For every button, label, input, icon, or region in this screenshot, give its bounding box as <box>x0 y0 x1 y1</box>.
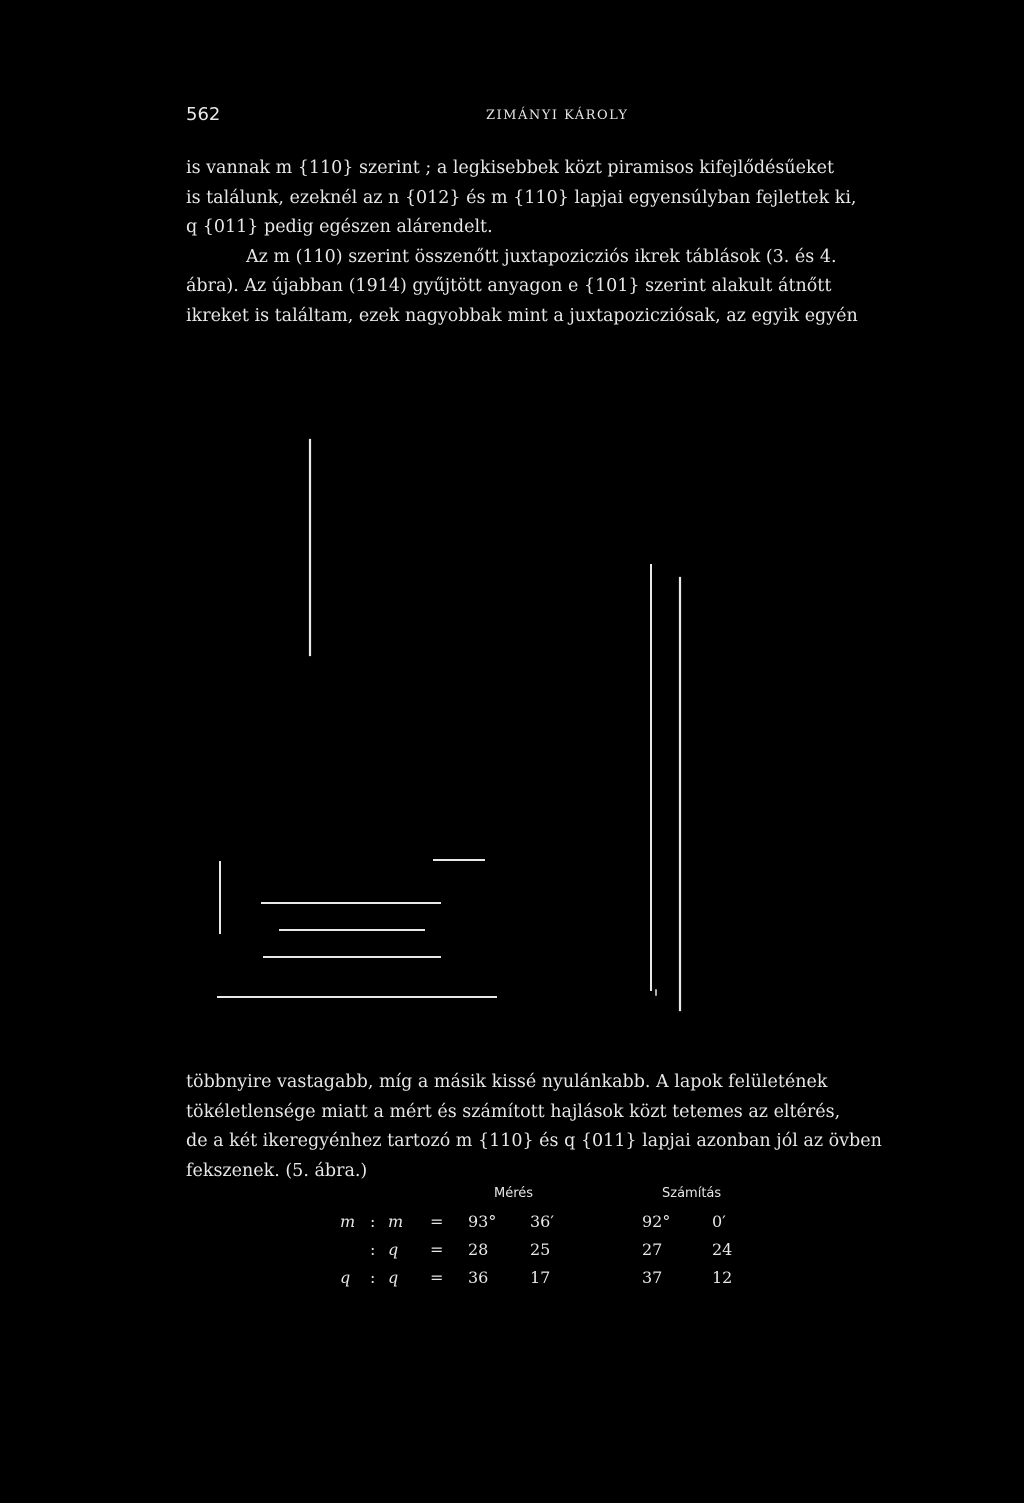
sep: : <box>370 1212 376 1231</box>
text-line: többnyire vastagabb, míg a másik kissé nyulánkabb. A lapok felületének <box>186 1072 828 1092</box>
text-line: q {011} pedig egészen alárendelt. <box>186 217 493 237</box>
header-calculated: Számítás <box>662 1186 722 1201</box>
face1: m <box>340 1212 356 1231</box>
calc-min: 0′ <box>712 1212 726 1231</box>
text-line: Az m (110) szerint összenőtt juxtapozicziós ikrek táblások (3. és 4. <box>246 246 837 267</box>
paragraph-top <box>186 154 858 331</box>
eq: = <box>430 1268 444 1287</box>
eq: = <box>430 1240 444 1259</box>
text-line: fekszenek. (5. ábra.) <box>186 1160 368 1181</box>
table-row <box>330 1268 770 1292</box>
meas-deg: 28 <box>468 1240 489 1259</box>
calc-deg: 37 <box>642 1268 663 1287</box>
page-header <box>186 104 726 134</box>
text-line: is találunk, ezeknél az n {012} és m {110} lapjai egyensúlyban fejlettek ki, <box>186 187 857 208</box>
face2: m <box>388 1212 404 1231</box>
running-head: ZIMÁNYI KÁROLY <box>486 108 629 123</box>
calc-min: 24 <box>712 1240 733 1259</box>
text-line: ikreket is találtam, ezek nagyobbak mint a juxtapozicziósak, az egyik egyén <box>186 305 858 326</box>
header-measured: Mérés <box>494 1186 534 1201</box>
meas-min: 36′ <box>530 1212 554 1231</box>
table-row <box>330 1212 770 1236</box>
meas-deg: 93° <box>468 1212 497 1231</box>
eq: = <box>430 1212 444 1231</box>
text-line: ábra). Az újabban (1914) gyűjtött anyagon e {101} szerint alakult átnőtt <box>186 276 832 296</box>
calc-min: 12 <box>712 1268 733 1287</box>
meas-min: 17 <box>530 1268 551 1287</box>
table-row <box>330 1240 770 1264</box>
text-line: is vannak m {110} szerint ; a legkisebbek közt piramisos kifejlődésűeket <box>186 158 835 178</box>
page-number: 562 <box>186 104 221 125</box>
face2: q <box>388 1240 399 1259</box>
face2: q <box>388 1268 399 1287</box>
meas-deg: 36 <box>468 1268 489 1287</box>
text-line: tökéletlensége miatt a mért és számított hajlások közt tetemes az eltérés, <box>186 1101 841 1122</box>
calc-deg: 92° <box>642 1212 671 1231</box>
text-line: de a két ikeregyénhez tartozó m {110} és q {011} lapjai azonban jól az övben <box>186 1131 882 1151</box>
paragraph-bottom <box>186 1068 882 1186</box>
sep: : <box>370 1268 376 1287</box>
sep: : <box>370 1240 376 1259</box>
face1: q <box>340 1268 351 1287</box>
meas-min: 25 <box>530 1240 551 1259</box>
calc-deg: 27 <box>642 1240 663 1259</box>
